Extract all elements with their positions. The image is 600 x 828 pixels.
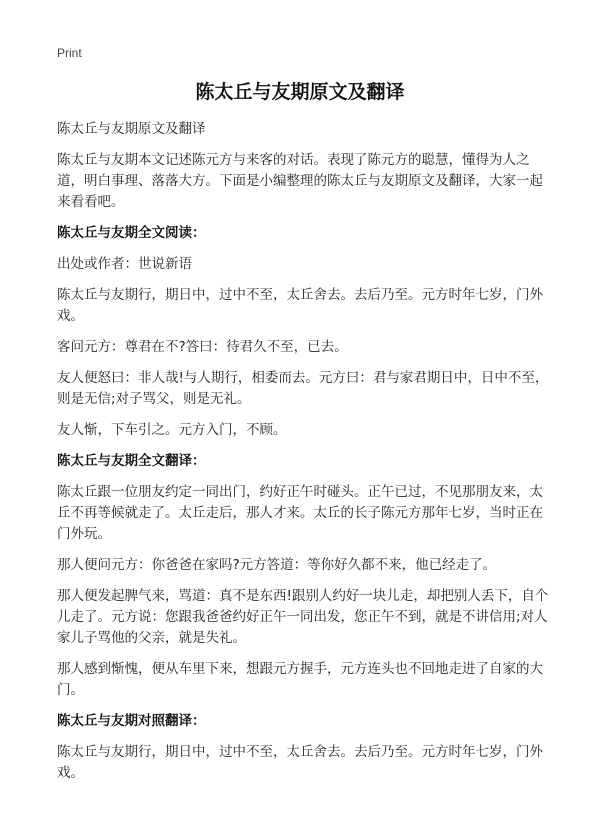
source-line: 出处或作者：世说新语 [57,256,192,272]
section-heading-translation: 陈太丘与友期全文翻译： [57,453,206,469]
translation-paragraph: 那人便问元方：你爸爸在家吗?元方答道：等你好久都不来，他已经走了。 [57,557,497,573]
original-paragraph: 友人便怒曰：非人哉!与人期行，相委而去。元方曰：君与家君期日中，日中不至，则是无信;对子骂父，则是无礼。 [57,370,549,407]
section-heading-reading: 陈太丘与友期全文阅读： [57,225,206,241]
document-subtitle: 陈太丘与友期原文及翻译 [57,121,206,137]
print-label: Print [57,46,82,60]
translation-paragraph: 那人便发起脾气来，骂道：真不是东西!跟别人约好一块儿走，却把别人丢下，自个儿走了。元方说：您跟我爸爸约好正午一同出发，您正午不到，就是不讲信用;对人家儿子骂他的父亲，就是失礼。 [57,588,549,646]
original-paragraph: 陈太丘与友期行，期日中，过中不至，太丘舍去。去后乃至。元方时年七岁，门外戏。 [57,287,543,324]
translation-paragraph: 陈太丘跟一位朋友约定一同出门，约好正午时碰头。正午已过，不见那朋友来，太丘不再等候就走了。太丘走后，那人才来。太丘的长子陈元方那年七岁，当时正在门外玩。 [57,484,543,542]
document-title: 陈太丘与友期原文及翻译 [195,81,405,103]
intro-paragraph: 陈太丘与友期本文记述陈元方与来客的对话。表现了陈元方的聪慧，懂得为人之道，明白事理、落落大方。下面是小编整理的陈太丘与友期原文及翻译，大家一起来看看吧。 [57,152,543,210]
section-heading-comparison: 陈太丘与友期对照翻译： [57,713,206,729]
comparison-paragraph: 陈太丘与友期行，期日中，过中不至，太丘舍去。去后乃至。元方时年七岁，门外戏。 [57,744,543,781]
document-body [57,119,555,794]
original-paragraph: 客问元方：尊君在不?答曰：待君久不至，已去。 [57,339,348,355]
translation-paragraph: 那人感到惭愧，便从车里下来，想跟元方握手，元方连头也不回地走进了自家的大门。 [57,661,543,698]
original-paragraph: 友人惭，下车引之。元方入门，不顾。 [57,422,287,438]
